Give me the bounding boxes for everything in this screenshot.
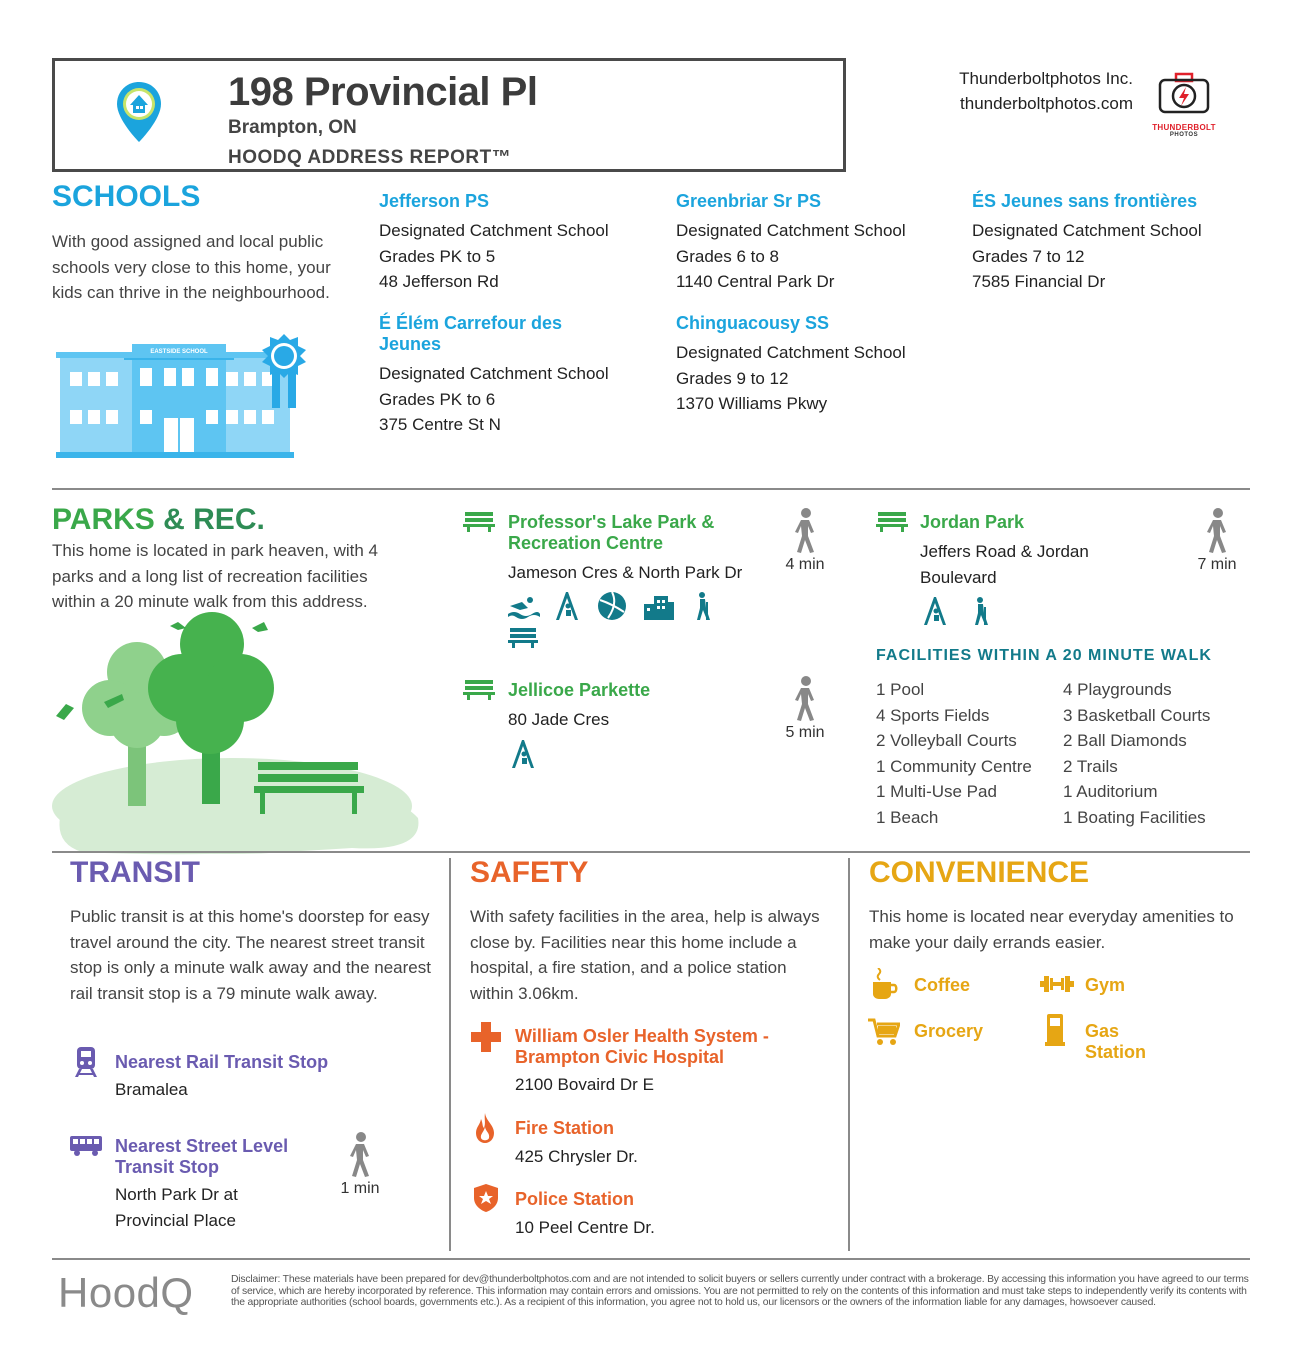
section-divider	[52, 488, 1250, 490]
logo-text-1: THUNDERBOLT	[1152, 123, 1216, 132]
bench-icon	[508, 628, 538, 648]
hospital-address: 2100 Bovaird Dr E	[515, 1075, 654, 1094]
park-illustration	[52, 608, 424, 861]
walk-time: 4 min	[785, 556, 825, 573]
location-pin-icon	[114, 80, 164, 151]
park-card	[920, 512, 1130, 590]
park-name[interactable]: Professor's Lake Park & Recreation Centre	[508, 512, 715, 553]
facility-item: 2 Volleyball Courts	[876, 731, 1017, 750]
school-type: Designated Catchment School	[676, 221, 906, 240]
walking-person-icon	[792, 676, 818, 727]
community-centre-icon	[644, 596, 674, 620]
park-bench-icon	[463, 512, 495, 537]
facility-item: 1 Boating Facilities	[1063, 807, 1206, 827]
park-bench-icon	[463, 680, 495, 705]
school-type: Designated Catchment School	[972, 221, 1202, 240]
dumbbell-icon	[1040, 974, 1074, 999]
police-station-address: 10 Peel Centre Dr.	[515, 1218, 655, 1237]
street-stop-label: Nearest Street Level Transit Stop	[115, 1136, 289, 1177]
police-badge-icon	[474, 1184, 498, 1217]
facility-item: 1 Auditorium	[1063, 782, 1158, 801]
hiking-icon	[975, 597, 988, 625]
rail-stop-label: Nearest Rail Transit Stop	[115, 1052, 329, 1072]
facility-item: 1 Pool	[876, 680, 925, 699]
school-type: Designated Catchment School	[379, 221, 609, 240]
safety-description: With safety facilities in the area, help is always close by. Facilities near this home include a hospital, a fire station, and a police station within 3.06km.	[470, 907, 820, 1003]
thunderbolt-logo	[1148, 72, 1220, 138]
park-address: Jeffers Road & Jordan Boulevard	[920, 542, 1089, 587]
school-address: 1140 Central Park Dr	[676, 272, 835, 291]
playground-icon	[924, 597, 946, 625]
hoodq-logo: HoodQ	[58, 1269, 194, 1316]
park-address: Jameson Cres & North Park Dr	[508, 563, 743, 582]
police-station-label: Police Station	[515, 1189, 635, 1209]
transit-title: TRANSIT	[70, 856, 200, 889]
facilities-title: FACILITIES WITHIN A 20 MINUTE WALK	[876, 647, 1212, 664]
school-name[interactable]: Chinguacousy SS	[676, 313, 830, 333]
rail-stop-value: Bramalea	[115, 1080, 188, 1099]
school-card	[676, 313, 956, 417]
fire-station-address: 425 Chrysler Dr.	[515, 1147, 638, 1166]
convenience-grocery: Grocery	[914, 1021, 984, 1041]
street-stop-value: North Park Dr at Provincial Place	[115, 1185, 238, 1230]
school-type: Designated Catchment School	[676, 343, 906, 362]
school-grades: Grades PK to 6	[379, 389, 496, 409]
property-city: Brampton, ON	[228, 117, 357, 138]
hiking-icon	[697, 592, 710, 620]
school-grades: Grades PK to 5	[379, 246, 496, 266]
company-url[interactable]: thunderboltphotos.com	[960, 94, 1133, 113]
facilities-list-right	[1063, 677, 1248, 830]
convenience-description: This home is located near everyday amenities to make your daily errands easier.	[869, 907, 1234, 952]
hospital-label: William Osler Health System - Brampton Civic Hospital	[515, 1026, 769, 1067]
park-amenity-icons	[506, 592, 726, 657]
convenience-gas-station: Gas Station	[1085, 1021, 1146, 1062]
convenience-gym: Gym	[1085, 975, 1126, 995]
school-name[interactable]: ÉS Jeunes sans frontières	[972, 191, 1198, 211]
walk-time: 1 min	[340, 1180, 380, 1197]
company-info	[905, 66, 1133, 116]
disclaimer-text: Disclaimer: These materials have been prepared for dev@thunderboltphotos.com and are not intended to solicit buyers or sellers currently under contract with a brokerage. By accessing this information you have agreed to our terms of service, which are hereby incorporated by reference. This information may contain errors and omissions. You are not permitted to rely on the contents of this information and must take steps to independently verify its contents with the appropriate authorities (school boards, governments etc.). As a recipient of this information, you agree not to hold us, our licensors or the owners of the information liable for any damages, howsoever caused.	[231, 1274, 1249, 1308]
schools-description: With good assigned and local public schools very close to this home, your kids can thrive in the neighbourhood.	[52, 232, 331, 302]
school-address: 7585 Financial Dr	[972, 272, 1106, 291]
safety-title: SAFETY	[470, 856, 589, 889]
facility-item: 1 Community Centre	[876, 756, 1032, 776]
school-building-illustration	[56, 334, 316, 463]
facility-item: 1 Multi-Use Pad	[876, 782, 997, 801]
parks-title	[52, 503, 265, 537]
playground-icon	[512, 740, 536, 775]
school-card	[676, 191, 956, 295]
park-bench-icon	[876, 512, 908, 537]
school-address: 1370 Williams Pkwy	[676, 394, 828, 413]
school-card	[379, 313, 609, 438]
section-divider	[52, 1258, 1250, 1260]
property-address: 198 Provincial Pl	[228, 70, 538, 114]
school-name[interactable]: É Élém Carrefour des Jeunes	[379, 313, 563, 354]
gas-pump-icon	[1045, 1014, 1067, 1051]
convenience-coffee: Coffee	[914, 975, 971, 995]
school-grades: Grades 7 to 12	[972, 246, 1085, 266]
fire-icon	[474, 1113, 496, 1148]
walk-time: 5 min	[785, 724, 825, 741]
school-name[interactable]: Jefferson PS	[379, 191, 490, 211]
swimming-icon	[508, 597, 540, 619]
schools-title: SCHOOLS	[52, 180, 201, 213]
playground-icon	[556, 592, 578, 620]
school-grades: Grades 6 to 8	[676, 246, 780, 266]
facility-item: 4 Playgrounds	[1063, 680, 1172, 699]
park-card	[508, 680, 758, 733]
park-name[interactable]: Jordan Park	[920, 512, 1025, 532]
school-card	[379, 191, 659, 295]
fire-station-label: Fire Station	[515, 1118, 615, 1138]
school-grades: Grades 9 to 12	[676, 368, 789, 388]
transit-description: Public transit is at this home's doorstep for easy travel around the city. The nearest street transit stop is only a minute walk away and the nearest rail transit stop is a 79 minute walk away.	[70, 907, 431, 1003]
park-card	[508, 512, 758, 586]
train-icon	[74, 1047, 98, 1082]
facility-item: 1 Beach	[876, 807, 939, 827]
column-divider	[449, 858, 451, 1251]
coffee-icon	[870, 968, 898, 1005]
school-sign: EASTSIDE SCHOOL	[150, 349, 208, 355]
walking-person-icon	[347, 1132, 373, 1183]
walk-time: 7 min	[1197, 556, 1237, 573]
school-card	[972, 191, 1252, 295]
column-divider	[848, 858, 850, 1251]
company-name: Thunderboltphotos Inc.	[959, 69, 1133, 88]
school-type: Designated Catchment School	[379, 364, 609, 383]
parks-description: This home is located in park heaven, with 4 parks and a long list of recreation facilities within a 20 minute walk from this address.	[52, 541, 379, 611]
school-address: 48 Jefferson Rd	[379, 272, 499, 291]
school-name[interactable]: Greenbriar Sr PS	[676, 191, 822, 211]
report-label: HOODQ ADDRESS REPORT™	[228, 147, 512, 168]
facility-item: 4 Sports Fields	[876, 705, 990, 725]
hospital-cross-icon	[471, 1022, 501, 1057]
walking-person-icon	[1204, 508, 1230, 559]
park-amenity-icons	[924, 597, 1004, 634]
facility-item: 2 Ball Diamonds	[1063, 731, 1187, 750]
logo-text-2: PHOTOS	[1169, 132, 1199, 138]
parks-title-b: & REC.	[163, 503, 265, 536]
park-name[interactable]: Jellicoe Parkette	[508, 680, 651, 700]
facilities-list-left	[876, 677, 1056, 830]
walking-person-icon	[792, 508, 818, 559]
grocery-cart-icon	[868, 1018, 900, 1051]
bus-icon	[70, 1136, 102, 1161]
convenience-title: CONVENIENCE	[869, 856, 1090, 889]
school-address: 375 Centre St N	[379, 415, 501, 434]
camera-bolt-icon	[1148, 72, 1220, 118]
volleyball-icon	[598, 592, 626, 620]
facility-item: 3 Basketball Courts	[1063, 705, 1211, 725]
section-divider	[52, 851, 1250, 853]
parks-title-a: PARKS	[52, 503, 155, 536]
park-address: 80 Jade Cres	[508, 710, 610, 729]
facility-item: 2 Trails	[1063, 756, 1118, 776]
